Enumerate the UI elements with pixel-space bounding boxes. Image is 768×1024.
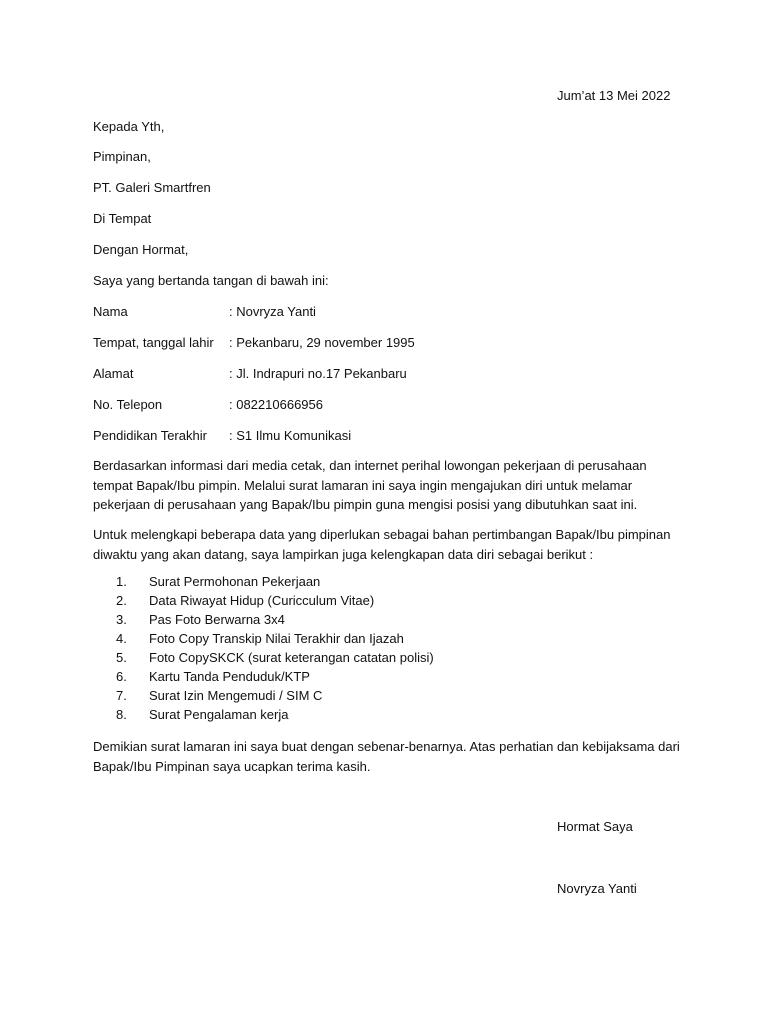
field-label-nama: Nama (93, 304, 128, 319)
recipient-line-2: Pimpinan, (93, 149, 151, 164)
recipient-line-4: Di Tempat (93, 211, 152, 226)
paragraph-closing: Demikian surat lamaran ini saya buat dengan sebenar-benarnya. Atas perhatian dan kebijaksama dari Bapak/Ibu Pimpinan saya ucapkan terima kasih. (93, 739, 680, 774)
list-number: 2. (116, 593, 127, 608)
list-number: 4. (116, 631, 127, 646)
list-text: Surat Izin Mengemudi / SIM C (149, 688, 323, 703)
signer-name: Novryza Yanti (557, 881, 637, 896)
list-number: 1. (116, 574, 127, 589)
list-text: Pas Foto Berwarna 3x4 (149, 612, 285, 627)
recipient-line-1: Kepada Yth, (93, 119, 165, 134)
list-number: 5. (116, 650, 127, 665)
list-text: Foto Copy Transkip Nilai Terakhir dan Ijazah (149, 631, 404, 646)
field-value-telepon: : 082210666956 (229, 397, 323, 412)
field-value-pendidikan: : S1 Ilmu Komunikasi (229, 428, 352, 443)
list-number: 8. (116, 707, 127, 722)
intro-line: Saya yang bertanda tangan di bawah ini: (93, 273, 329, 288)
list-text: Foto CopySKCK (surat keterangan catatan polisi) (149, 650, 434, 665)
field-label-telepon: No. Telepon (93, 397, 163, 412)
list-text: Kartu Tanda Penduduk/KTP (149, 669, 310, 684)
signoff: Hormat Saya (557, 819, 633, 834)
list-text: Surat Pengalaman kerja (149, 707, 289, 722)
field-label-alamat: Alamat (93, 366, 134, 381)
greeting: Dengan Hormat, (93, 242, 189, 257)
field-value-nama: : Novryza Yanti (229, 304, 316, 319)
paragraph-information: Berdasarkan informasi dari media cetak, dan internet perihal lowongan pekerjaan di perusahaan tempat Bapak/Ibu pimpin. Melalui surat lamaran ini saya ingin mengajukan diri untuk melamar pekerjaan di perusahaan yang Bapak/Ibu pimpin guna mengisi posisi yang dibutuhkan saat ini. (93, 458, 647, 512)
letter-date: Jum’at 13 Mei 2022 (557, 88, 671, 103)
list-text: Data Riwayat Hidup (Curicculum Vitae) (149, 593, 375, 608)
field-label-ttl: Tempat, tanggal lahir (93, 335, 214, 350)
field-value-ttl: : Pekanbaru, 29 november 1995 (229, 335, 415, 350)
list-number: 7. (116, 688, 127, 703)
recipient-company: PT. Galeri Smartfren (93, 180, 211, 195)
list-number: 3. (116, 612, 127, 627)
field-label-pendidikan: Pendidikan Terakhir (93, 428, 207, 443)
list-number: 6. (116, 669, 127, 684)
paragraph-attachments-intro: Untuk melengkapi beberapa data yang diperlukan sebagai bahan pertimbangan Bapak/Ibu pimpinan diwaktu yang akan datang, saya lampirkan juga kelengkapan data diri sebagai berikut : (93, 527, 671, 562)
list-text: Surat Permohonan Pekerjaan (149, 574, 321, 589)
field-value-alamat: : Jl. Indrapuri no.17 Pekanbaru (229, 366, 407, 381)
